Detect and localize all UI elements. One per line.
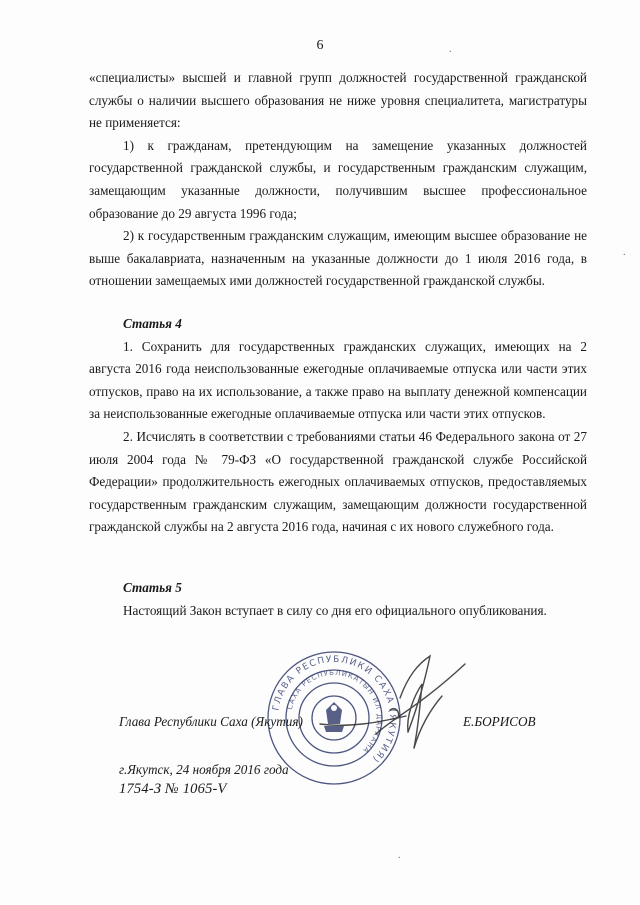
scan-speck: . xyxy=(623,247,626,258)
place-and-date: г.Якутск, 24 ноября 2016 года xyxy=(119,762,289,777)
handwritten-signature xyxy=(280,636,470,776)
intro-section xyxy=(89,67,587,293)
paragraph-item-2: 2) к государственным гражданским служащим, имеющим высшее образование не выше бакалавриата, назначенным на указанные должности до 1 июля 2016 года, в отношении замещаемых ими должностей государственной гражданской службы. xyxy=(89,228,587,289)
page-number: 6 xyxy=(316,38,324,53)
scan-speck: . xyxy=(398,850,401,861)
paragraph-intro: «специалисты» высшей и главной групп должностей государственной гражданской службы о наличии высшего образования не ниже уровня специалитета, магистратуры не применяется: xyxy=(89,70,587,131)
article-4-title: Статья 4 xyxy=(123,316,182,331)
article-4-paragraph-1: 1. Сохранить для государственных гражданских служащих, имеющих на 2 августа 2016 года неиспользованные ежегодные оплачиваемые отпуска или части этих отпусков, право на их использование, а также право на выплату денежной компенсации за неиспользованные ежегодные оплачиваемые отпуска или части этих отпусков. xyxy=(89,338,587,422)
svg-text:ГЛАВА РЕСПУБЛИКИ САХА (ЯКУТИЯ): ГЛАВА РЕСПУБЛИКИ САХА (ЯКУТИЯ) xyxy=(271,654,398,765)
article-4 xyxy=(89,313,587,539)
paragraph-item-1: 1) к гражданам, претендующим на замещение указанных должностей государственной гражданской службы, и государственным гражданским служащим, замещающим указанные должности, получившим высшее профессиональное образование до 29 августа 1996 года; xyxy=(89,137,587,221)
article-5-paragraph-1: Настоящий Закон вступает в силу со дня его официального опубликования. xyxy=(123,602,547,618)
signatory-position: Глава Республики Саха (Якутия) xyxy=(119,714,303,729)
article-5-title: Статья 5 xyxy=(123,580,182,595)
article-5 xyxy=(89,577,587,622)
registration-number: 1754-З № 1065-V xyxy=(119,781,227,797)
scan-speck: . xyxy=(449,44,452,55)
svg-text:САХА РЕСПУБЛИКАТЫН ИЛ ДАРХАНА: САХА РЕСПУБЛИКАТЫН ИЛ ДАРХАНА xyxy=(285,668,384,755)
signatory-name: Е.БОРИСОВ xyxy=(463,714,536,729)
article-4-paragraph-2: 2. Исчислять в соответствии с требованиями статьи 46 Федерального закона от 27 июля 2004 года № 79-ФЗ «О государственной гражданской службе Российской Федерации» продолжительность ежегодных оплачиваемых отпусков, предоставляемых государственным гражданским служащим, замещающим должности государственной гражданской службы на 2 августа 2016 года, начиная с их нового служебного года. xyxy=(89,428,587,535)
